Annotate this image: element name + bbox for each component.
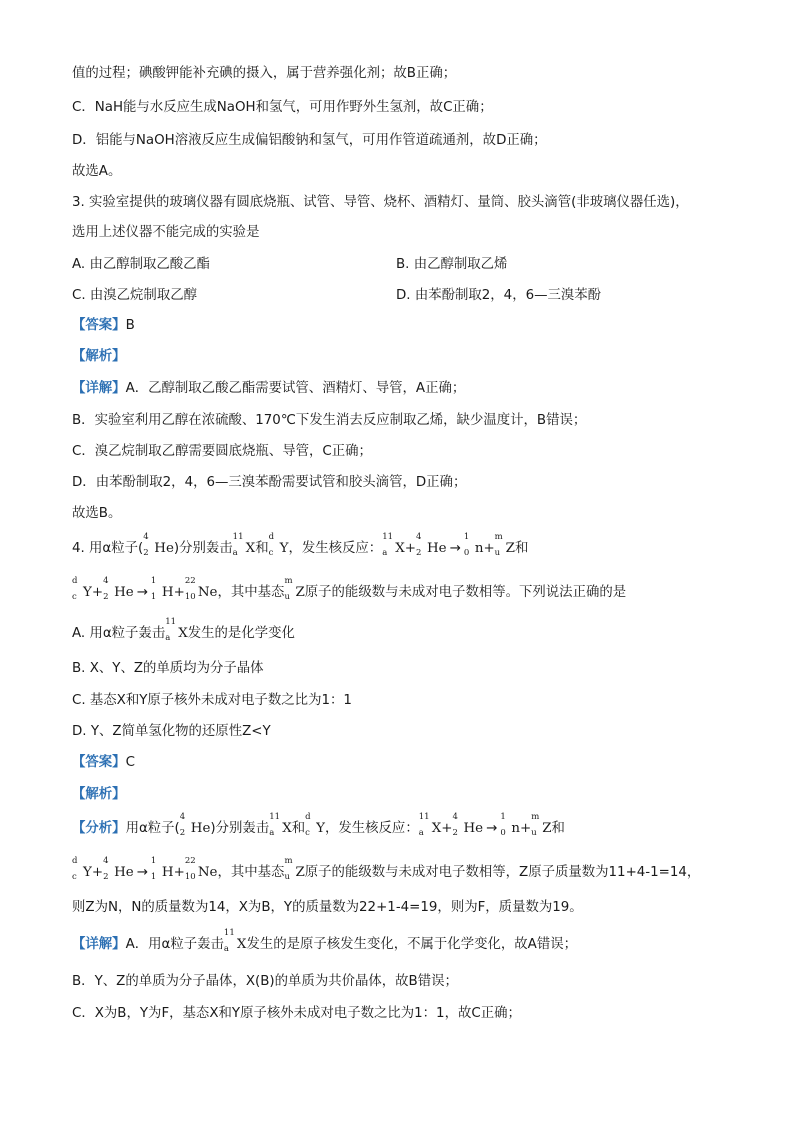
nuclide-n: 1 0 n: [500, 812, 520, 838]
option-c: C. 由溴乙烷制取乙醇: [72, 288, 197, 303]
text-line: 值的过程；碘酸钾能补充碘的摄入，属于营养强化剂；故B正确；: [72, 66, 457, 81]
detail-text: A．乙醇制取乙酸乙酯需要试管、酒精灯、导管，A正确；: [125, 381, 466, 396]
detail-line: [72, 379, 465, 399]
analysis-tag-text: 【解析】: [72, 349, 126, 364]
plus-sign: +: [519, 821, 532, 836]
fenxi-tag: 【分析】: [72, 821, 126, 836]
option-c: C. 基态X和Y原子核外未成对电子数之比为1：1: [72, 693, 352, 708]
nuclide-he: 4 2 He: [452, 812, 484, 838]
stem-text: 和: [255, 541, 269, 556]
nuclide-x: 11 a X: [232, 532, 256, 558]
nuclide-y: d c Y: [305, 812, 325, 838]
nuclide-he: 4 2 He: [143, 532, 174, 558]
answer-tag: 【答案】: [72, 755, 126, 770]
nuclide-x: 11 a X: [269, 812, 292, 838]
question-4-stem-cont: [72, 576, 627, 603]
detail-tag: 【详解】: [72, 381, 126, 396]
plus-sign: +: [173, 585, 185, 600]
detail-line: 故选B。: [72, 506, 122, 521]
option-d: D. Y、Z简单氢化物的还原性Z<Y: [72, 724, 271, 739]
stem-text: ，其中基态: [217, 585, 285, 600]
analysis-line: [72, 856, 701, 883]
detail-text: 发生的是原子核发生变化，不属于化学变化，故A错误；: [246, 937, 577, 952]
analysis-tag: [72, 347, 126, 367]
nuclide-h: 1 1 H: [150, 576, 174, 602]
detail-line: D．由苯酚制取2，4，6—三溴苯酚需要试管和胶头滴管，D正确；: [72, 475, 467, 490]
nuclide-he: 4 2 He: [415, 532, 447, 558]
option-a: [72, 617, 295, 644]
nuclide-he: 4 2 He: [103, 576, 134, 602]
reaction-arrow: →: [136, 585, 148, 600]
nuclide-y: d c Y: [72, 856, 92, 882]
nuclide-z: m u Z: [284, 856, 305, 882]
stem-text: 4. 用α粒子(: [72, 541, 144, 556]
plus-sign: +: [483, 541, 495, 556]
nuclide-n: 1 0 n: [463, 532, 484, 558]
stem-text: ，发生核反应：: [288, 541, 383, 556]
text-line: C．NaH能与水反应生成NaOH和氢气，可用作野外生氢剂，故C正确；: [72, 100, 493, 115]
answer-line: [72, 753, 135, 773]
plus-sign: +: [91, 585, 104, 600]
plus-sign: +: [441, 821, 453, 836]
text-line: D．铝能与NaOH溶液反应生成偏铝酸钠和氢气，可用作管道疏通剂，故D正确；: [72, 133, 547, 148]
answer-tag: 【答案】: [72, 318, 126, 333]
stem-text: 和: [514, 541, 529, 556]
reaction-arrow: →: [449, 541, 461, 556]
nuclide-he: 4 2 He: [103, 856, 134, 882]
question-3-stem-cont: 选用上述仪器不能完成的实验是: [72, 225, 260, 240]
analysis-text: 原子的能级数与未成对电子数相等，Z原子质量数为11+4-1=14，: [304, 865, 701, 880]
reaction-arrow: →: [136, 865, 148, 880]
stem-text: 原子的能级数与未成对电子数相等。下列说法正确的是: [304, 585, 627, 600]
option-text: 发生的是化学变化: [187, 626, 295, 641]
question-4-stem: [72, 532, 529, 559]
reaction-arrow: →: [486, 821, 498, 836]
plus-sign: +: [404, 541, 416, 556]
analysis-text: ，发生核反应：: [324, 821, 419, 836]
nuclide-y: d c Y: [268, 532, 289, 558]
analysis-text: ，其中基态: [217, 865, 285, 880]
detail-line: B．Y、Z的单质为分子晶体，X(B)的单质为共价晶体，故B错误；: [72, 974, 458, 989]
analysis-text: )分别轰击: [210, 821, 270, 836]
question-3-stem: 3. 实验室提供的玻璃仪器有圆底烧瓶、试管、导管、烧杯、酒精灯、量筒、胶头滴管(非玻璃仪器任选)，: [72, 195, 689, 210]
nuclide-x: 11 a X: [418, 812, 442, 838]
nuclide-ne: 22 10 Ne: [184, 576, 218, 602]
detail-line: C．X为B，Y为F，基态X和Y原子核外未成对电子数之比为1：1，故C正确；: [72, 1006, 521, 1021]
detail-line: [72, 928, 577, 955]
analysis-line: 则Z为N，N的质量数为14，X为B，Y的质量数为22+1-4=19，则为F，质量数为19。: [72, 900, 583, 915]
answer-value: B: [125, 318, 135, 333]
option-a: A. 由乙醇制取乙酸乙酯: [72, 257, 210, 272]
analysis-tag: [72, 785, 126, 805]
analysis-text: 和: [551, 821, 565, 836]
analysis-text: 和: [291, 821, 306, 836]
text-line: 故选A。: [72, 164, 122, 179]
analysis-line: [72, 812, 565, 839]
plus-sign: +: [91, 865, 104, 880]
answer-line: [72, 316, 135, 336]
detail-text: A．用α粒子轰击: [125, 937, 224, 952]
analysis-tag-text: 【解析】: [72, 787, 126, 802]
analysis-text: 用α粒子(: [125, 821, 180, 836]
nuclide-y: d c Y: [72, 576, 92, 602]
detail-tag: 【详解】: [72, 937, 126, 952]
detail-line: B．实验室利用乙醇在浓硫酸、170℃下发生消去反应制取乙烯，缺少温度计，B错误；: [72, 413, 587, 428]
nuclide-x: 11 a X: [165, 617, 188, 643]
nuclide-z: m u Z: [531, 812, 552, 838]
answer-value: C: [125, 755, 135, 770]
nuclide-ne: 22 10 Ne: [184, 856, 218, 882]
nuclide-z: m u Z: [284, 576, 305, 602]
nuclide-x: 11 a X: [382, 532, 405, 558]
option-text: A. 用α粒子轰击: [72, 626, 166, 641]
detail-line: C．溴乙烷制取乙醇需要圆底烧瓶、导管，C正确；: [72, 444, 372, 459]
nuclide-x: 11 a X: [223, 928, 247, 954]
option-b: B. 由乙醇制取乙烯: [396, 257, 508, 272]
nuclide-he: 4 2 He: [179, 812, 211, 838]
plus-sign: +: [173, 865, 185, 880]
option-d: D. 由苯酚制取2，4，6—三溴苯酚: [396, 288, 602, 303]
option-b: B. X、Y、Z的单质均为分子晶体: [72, 661, 264, 676]
stem-text: )分别轰击: [173, 541, 233, 556]
nuclide-h: 1 1 H: [150, 856, 174, 882]
nuclide-z: m u Z: [494, 532, 515, 558]
